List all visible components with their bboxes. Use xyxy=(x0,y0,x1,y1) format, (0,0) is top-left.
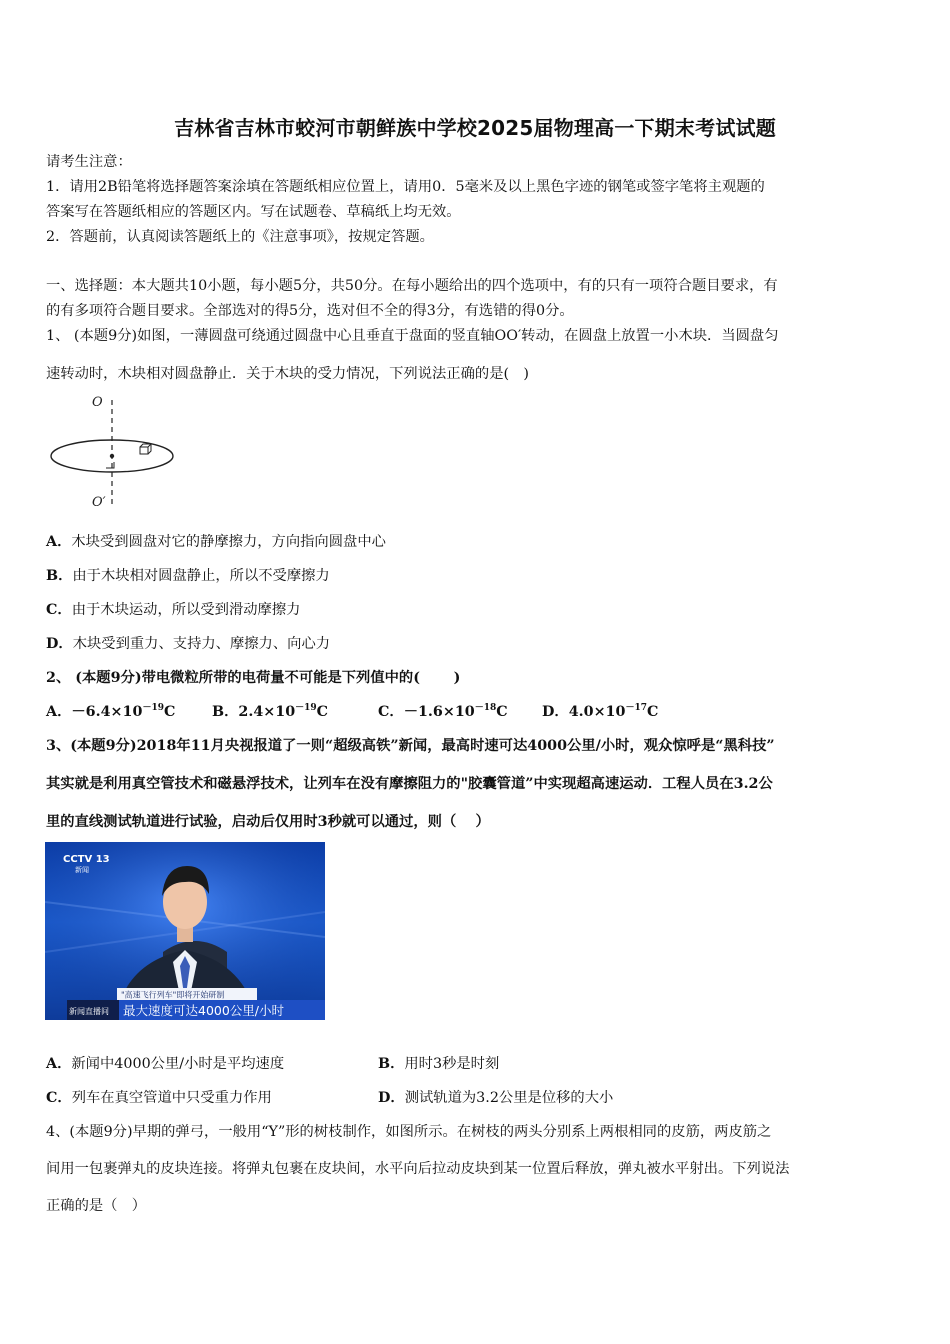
q2-option-d: D．$4.0\times 10^{-17}C$ xyxy=(542,703,659,720)
q2-option-b: B．$2.4\times 10^{-19}C$ xyxy=(212,703,329,720)
notice-item-1b: 答案写在答题纸相应的答题区内。写在试题卷、草稿纸上均无效。 xyxy=(46,204,461,220)
notice-heading: 请考生注意： xyxy=(46,154,132,170)
label-o-top: O xyxy=(92,395,103,410)
q3-option-b: B．用时3秒是时刻 xyxy=(378,1056,500,1072)
page-title: 吉林省吉林市蛟河市朝鲜族中学校2025届物理高一下期末考试试题 xyxy=(174,116,776,140)
q1-option-c: C．由于木块运动，所以受到滑动摩擦力 xyxy=(46,602,301,618)
wood-block-icon xyxy=(140,444,151,454)
question-3-text-b: 其实就是利用真空管技术和磁悬浮技术，让列车在没有摩擦阻力的"胶囊管道”中实现超高速运动．工程人员在3.2公 xyxy=(46,776,773,792)
question-2-text: 2、 (本题9分)带电微粒所带的电荷量不可能是下列值中的( ) xyxy=(46,670,461,686)
show-name: 新闻直播间 xyxy=(69,1007,109,1016)
svg-text:CCTV 13: CCTV 13 xyxy=(63,854,110,865)
question-1-text-a: 1、 (本题9分)如图，一薄圆盘可绕通过圆盘中心且垂直于盘面的竖直轴OO′转动，在圆盘上放置一小木块．当圆盘匀 xyxy=(46,328,779,344)
q1-option-b: B．由于木块相对圆盘静止，所以不受摩擦力 xyxy=(46,568,330,584)
label-o-bottom: O′ xyxy=(92,495,106,510)
caption-small: "高速飞行列车"即将开始研制 xyxy=(121,990,225,1000)
section-heading-a: 一、选择题：本大题共10小题，每小题5分，共50分。在每小题给出的四个选项中，有的只有一项符合题目要求，有 xyxy=(46,278,778,294)
q3-option-c: C．列车在真空管道中只受重力作用 xyxy=(46,1090,272,1106)
question-4-text-c: 正确的是（ ） xyxy=(46,1198,147,1214)
q2-option-a: A．$-6.4\times 10^{-19}C$ xyxy=(46,703,176,720)
caption-big: 最大速度可达4000公里/小时 xyxy=(123,1003,285,1018)
question-4-text-a: 4、(本题9分)早期的弹弓，一般用“Y”形的树枝制作，如图所示。在树枝的两头分别系上两根相同的皮筋，两皮筋之 xyxy=(46,1124,772,1140)
disc-center xyxy=(110,454,114,458)
q1-option-a: A．木块受到圆盘对它的静摩擦力，方向指向圆盘中心 xyxy=(46,534,386,550)
q2-option-c: C．$-1.6\times 10^{-18}C$ xyxy=(378,703,508,720)
q1-option-d: D．木块受到重力、支持力、摩擦力、向心力 xyxy=(46,636,331,652)
question-4-text-b: 间用一包裹弹丸的皮块连接。将弹丸包裹在皮块间，水平向后拉动皮块到某一位置后释放，弹丸被水平射出。下列说法 xyxy=(46,1161,790,1177)
section-heading-b: 的有多项符合题目要求。全部选对的得5分，选对但不全的得3分，有选错的得0分。 xyxy=(46,303,574,319)
news-screenshot-image xyxy=(45,842,325,1020)
right-angle-mark xyxy=(106,462,114,468)
notice-item-2: 2．答题前，认真阅读答题纸上的《注意事项》，按规定答题。 xyxy=(46,229,434,245)
question-3-text-c: 里的直线测试轨道进行试验，启动后仅用时3秒就可以通过，则（ ） xyxy=(46,814,490,830)
news-anchor-illustration xyxy=(45,842,325,1020)
notice-item-1a: 1．请用2B铅笔将选择题答案涂填在答题纸相应位置上，请用0．5毫米及以上黑色字迹的钢笔或签字笔将主观题的 xyxy=(46,179,765,195)
q3-option-d: D．测试轨道为3.2公里是位移的大小 xyxy=(378,1090,614,1106)
rotating-disc-figure xyxy=(48,392,182,512)
disc-diagram xyxy=(48,392,182,512)
question-3-text-a: 3、(本题9分)2018年11月央视报道了一则“超级高铁”新闻，最高时速可达4000公里/小时，观众惊呼是“黑科技” xyxy=(46,738,775,754)
svg-text:新闻: 新闻 xyxy=(75,866,89,874)
q3-option-a: A．新闻中4000公里/小时是平均速度 xyxy=(46,1056,285,1072)
question-1-text-b: 速转动时，木块相对圆盘静止．关于木块的受力情况，下列说法正确的是( ) xyxy=(46,366,529,382)
